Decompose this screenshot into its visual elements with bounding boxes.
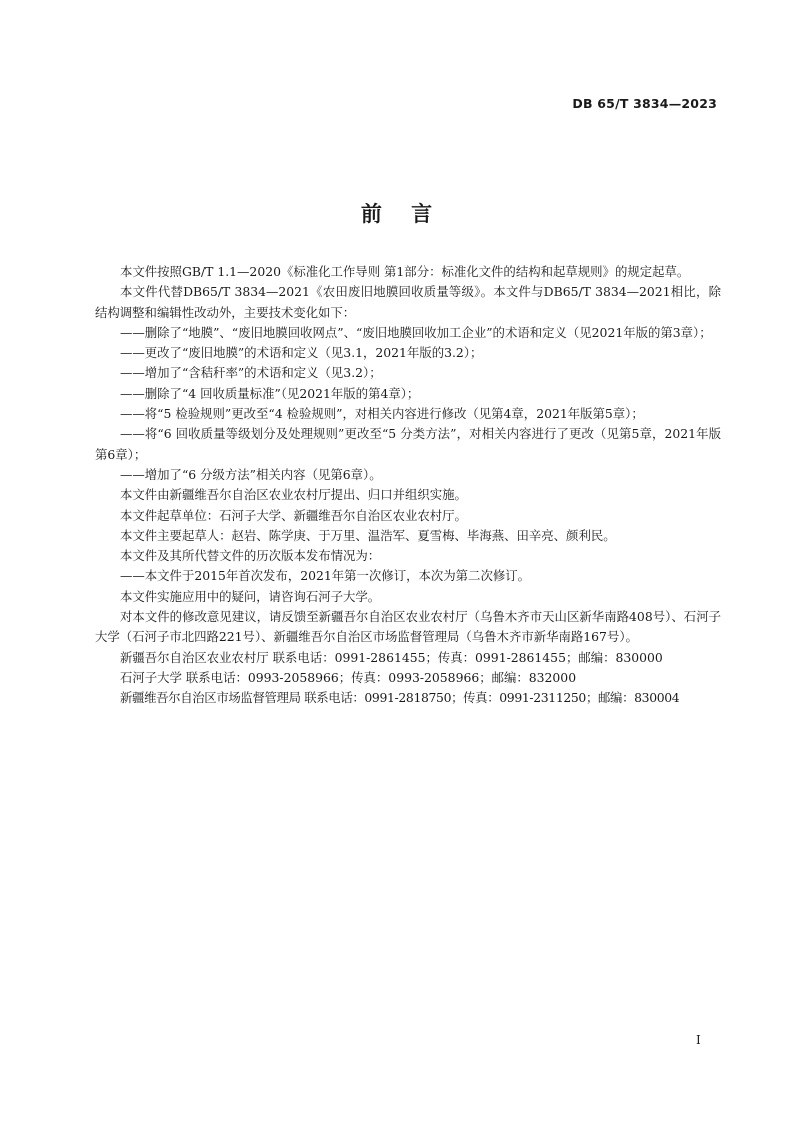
paragraph-inquiries: 本文件实施应用中的疑问，请咨询石河子大学。	[120, 588, 381, 604]
version-history-item: ——本文件于2015年首次发布，2021年第一次修订，本次为第二次修订。	[120, 568, 531, 584]
contact-shihezi-university: 石河子大学 联系电话：0993-2058966；传真：0993-2058966；邮编：832000	[120, 669, 577, 685]
change-item-5: ——将“5 检验规则”更改至“4 检验规则”，对相关内容进行修改（见第4章，2021年版第5章）；	[120, 406, 644, 422]
foreword-body	[95, 262, 721, 709]
page-number: I	[696, 1033, 701, 1047]
paragraph-version-history: 本文件及其所代替文件的历次版本发布情况为：	[120, 548, 381, 564]
contact-market-supervision: 新疆维吾尔自治区市场监督管理局 联系电话：0991-2818750；传真：0991-2311250；邮编：830004	[120, 690, 680, 706]
paragraph-proposer: 本文件由新疆维吾尔自治区农业农村厅提出、归口并组织实施。	[120, 487, 467, 503]
change-item-2: ——更改了“废旧地膜”的术语和定义（见3.1，2021年版的3.2）；	[120, 345, 483, 361]
page-title: 前 言	[360, 202, 433, 226]
change-item-4: ——删除了“4 回收质量标准”（见2021年版的第4章）；	[120, 385, 420, 401]
paragraph-drafting-rules: 本文件按照GB/T 1.1—2020《标准化工作导则 第1部分：标准化文件的结构和起草规则》的规定起草。	[120, 264, 690, 279]
change-item-3: ——增加了“含秸秆率”的术语和定义（见3.2）；	[120, 365, 382, 381]
paragraph-drafters: 本文件主要起草人：赵岩、陈学庚、于万里、温浩军、夏雪梅、毕海燕、田辛亮、颜利民。	[120, 527, 616, 543]
paragraph-drafting-units: 本文件起草单位：石河子大学、新疆维吾尔自治区农业农村厅。	[120, 507, 467, 523]
paragraph-replacement: 本文件代替DB65/T 3834—2021《农田废旧地膜回收质量等级》。本文件与DB65/T 3834—2021相比，除结构调整和编辑性改动外，主要技术变化如下：	[95, 284, 721, 320]
paragraph-feedback: 对本文件的修改意见建议，请反馈至新疆吾尔自治区农业农村厅（乌鲁木齐市天山区新华南路408号）、石河子大学（石河子市北四路221号）、新疆维吾尔自治区市场监督管理局（乌鲁木齐市新华南路167号）。	[95, 609, 721, 645]
document-code: DB 65/T 3834—2023	[572, 96, 717, 111]
change-item-6: ——将“6 回收质量等级划分及处理规则”更改至“5 分类方法”，对相关内容进行了更改（见第5章，2021年版第6章）；	[95, 426, 721, 462]
change-item-1: ——删除了“地膜”、“废旧地膜回收网点”、“废旧地膜回收加工企业”的术语和定义（见2021年版的第3章）；	[120, 324, 712, 340]
contact-agriculture-dept: 新疆吾尔自治区农业农村厅 联系电话：0991-2861455；传真：0991-2861455；邮编：830000	[120, 649, 663, 665]
change-item-7: ——增加了“6 分级方法”相关内容（见第6章）。	[120, 466, 382, 482]
